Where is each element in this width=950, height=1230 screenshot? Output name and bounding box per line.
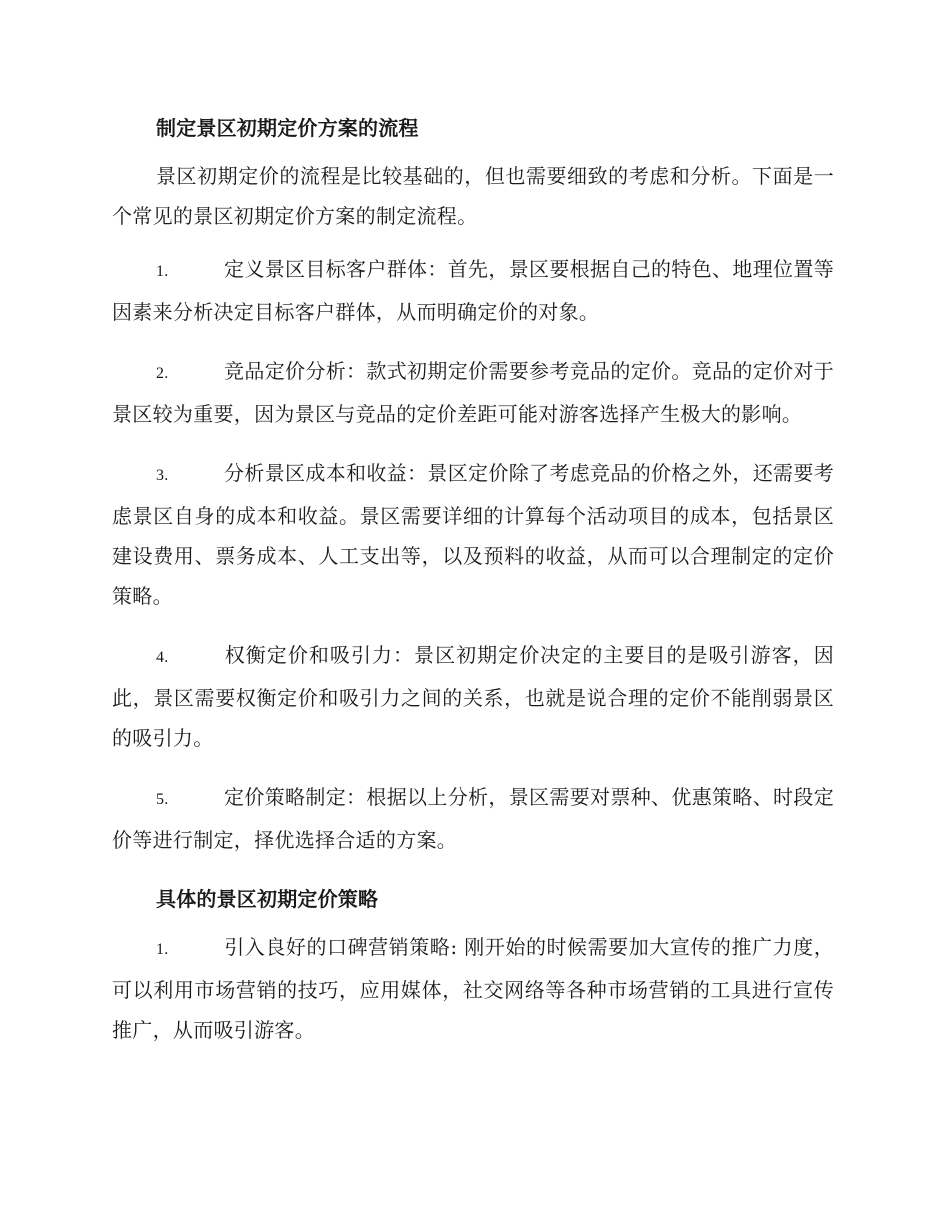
strategy-list (112, 927, 834, 1050)
list-item (112, 635, 834, 758)
list-item-text: 权衡定价和吸引力：景区初期定价决定的主要目的是吸引游客，因此，景区需要权衡定价和吸引力之间的关系，也就是说合理的定价不能削弱景区的吸引力。 (112, 643, 834, 750)
list-item-number: 2. (156, 365, 169, 382)
list-item-text: 定义景区目标客户群体：首先，景区要根据自己的特色、地理位置等因素来分析决定目标客户群体，从而明确定价的对象。 (112, 257, 834, 324)
list-item (112, 453, 834, 616)
list-item-number: 4. (156, 649, 169, 666)
list-item-text: 定价策略制定：根据以上分析，景区需要对票种、优惠策略、时段定价等进行制定，择优选择合适的方案。 (112, 785, 834, 852)
section-heading-pricing-process: 制定景区初期定价方案的流程 (156, 116, 419, 140)
list-item-number: 1. (156, 263, 169, 280)
list-item (112, 927, 834, 1050)
process-list (112, 249, 834, 860)
list-item (112, 249, 834, 332)
list-item-text: 引入良好的口碑营销策略: 刚开始的时候需要加大宣传的推广力度，可以利用市场营销的技巧，应用媒体，社交网络等各种市场营销的工具进行宣传推广，从而吸引游客。 (112, 935, 834, 1042)
document-page (112, 108, 834, 1069)
list-item-text: 竞品定价分析：款式初期定价需要参考竞品的定价。竞品的定价对于景区较为重要，因为景区与竞品的定价差距可能对游客选择产生极大的影响。 (112, 359, 834, 426)
section-heading-pricing-strategy: 具体的景区初期定价策略 (156, 887, 379, 911)
list-item-text: 分析景区成本和收益：景区定价除了考虑竞品的价格之外，还需要考虑景区自身的成本和收益。景区需要详细的计算每个活动项目的成本，包括景区建设费用、票务成本、人工支出等，以及预料的收益，从而可以合理制定的定价策略。 (112, 461, 834, 608)
list-item-number: 1. (156, 941, 169, 958)
list-item-number: 3. (156, 467, 169, 484)
list-item (112, 777, 834, 860)
list-item-number: 5. (156, 791, 169, 808)
list-item (112, 351, 834, 434)
intro-paragraph: 景区初期定价的流程是比较基础的，但也需要细致的考虑和分析。下面是一个常见的景区初期定价方案的制定流程。 (112, 164, 834, 228)
